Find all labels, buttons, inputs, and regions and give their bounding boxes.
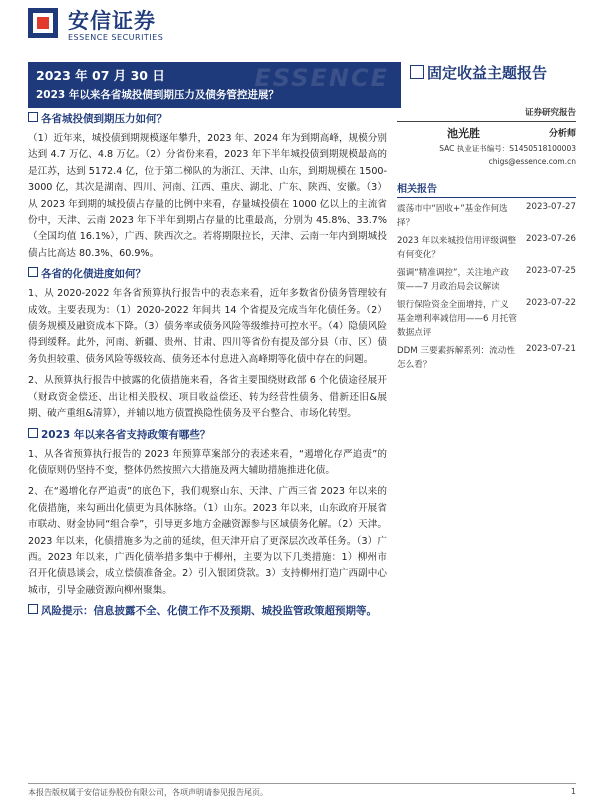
section-heading (28, 112, 387, 126)
related-report-date: 2023-07-26 (526, 234, 576, 244)
report-title: 2023 年以来各省城投债到期压力及债务管控进展？ (36, 89, 279, 101)
paragraph: 2、在“遏增化存严追责”的底色下，我们观察山东、天津、广西三省 2023 年以来的化债措施，来勾画出化债更为具体脉络。（1）山东。2023 年以来，山东政府开展省市联动、财金协同“组合拳”，引导更多地方金融资源参与区域债务化解。（2）天津。2023 年以来，化债措施多为之前的延续，但天津开启了更深层次改革任务。（3）广西。2023 年以来，广西化债举措多集中于柳州，主要为以下几类措施：1）柳州市召开化债恳谈会，成立偿债准备金。2）引入银团贷款。3）支持柳州打造广西副中心城市，引导金融资源向柳州聚集。 (28, 486, 387, 596)
square-bullet-icon (28, 267, 38, 277)
paragraph: （1）近年来，城投债到期规模逐年攀升，2023 年、2024 年为到期高峰，规模分别达到 4.7 万亿、4.8 万亿。（2）分省份来看，2023 年下半年城投债到期规模最高的是江苏，达到 5172.4 亿，位于第二梯队的为浙江、天津、山东，到期规模在 1500-3000 亿，其次是湖南、四川、河南、江西、重庆、湖北、广东、陕西、安徽。（3）从 2023 年到期的城投债占存量的比例中来看，存量城投债在 1000 亿以上的主流省份中，天津、云南 2023 年下半年到期占存量的比重最高，分别为 45.8%、33.7%（全国均值 16.1%），广西、陕西次之。若将期限拉长，天津、云南一年内到期城投债占比高达 80.3%、60.9%。 (28, 133, 387, 259)
divider (397, 121, 576, 122)
paragraph: 1、从各省预算执行报告的 2023 年预算草案部分的表述来看，“遏增化存严追责”的化债原则仍坚持不变，整体仍然按照六大措施及两大辅助措施推进化债。 (28, 448, 387, 476)
related-report-item[interactable] (397, 202, 576, 230)
square-bullet-icon (28, 112, 38, 122)
risk-warning (28, 604, 387, 618)
related-report-date: 2023-07-27 (526, 202, 576, 212)
analyst-row (397, 125, 576, 141)
section-heading-text: 各省城投债到期压力如何？ (41, 113, 167, 125)
section-heading-text: 2023 年以来各省支持政策有哪些？ (41, 428, 211, 441)
logo-text-cn: 安信证券 (68, 9, 156, 33)
related-report-title: DDM 三要素拆解系列：流动性怎么看？ (397, 346, 515, 370)
logo-mark-icon (28, 8, 58, 38)
square-icon (410, 65, 424, 79)
square-bullet-icon (28, 428, 38, 438)
related-report-title: 银行保险资金全面增持，广义基金增利率减信用——6 月托管数据点评 (397, 300, 517, 338)
analyst-email[interactable]: chigs@essence.com.cn (488, 157, 576, 166)
page-number: 1 (570, 787, 576, 796)
analyst-name: 池光胜 (447, 127, 480, 140)
related-report-item[interactable] (397, 234, 576, 262)
related-report-date: 2023-07-25 (526, 266, 576, 276)
logo-text-en: ESSENCE SECURITIES (68, 33, 164, 42)
report-date: 2023 年 07 月 30 日 (36, 68, 165, 83)
banner-watermark: ESSENCE (254, 64, 389, 92)
related-report-date: 2023-07-21 (526, 344, 576, 354)
report-type (410, 62, 576, 84)
related-report-date: 2023-07-22 (526, 298, 576, 308)
section-heading (28, 267, 387, 281)
paragraph: 2、从预算执行报告中披露的化债措施来看，各省主要围绕财政部 6 个化债途径展开（财政资金偿还、出让相关股权、项目收益偿还、转为经营性债务、借新还旧&展期、破产重组&清算），并辅以地方债置换隐性债务及平台整合、市场化转型。 (28, 375, 387, 420)
department-label: 证券研究报告 (524, 108, 576, 118)
footer-disclaimer: 本报告版权属于安信证券股份有限公司，各项声明请参见报告尾页。 (28, 788, 268, 797)
report-banner (28, 62, 401, 108)
related-report-title: 2023 年以来城投信用评级调整有何变化？ (397, 236, 517, 260)
analyst-role: 分析师 (548, 129, 576, 139)
sac-number: SAC 执业证书编号：S1450518100003 (439, 144, 576, 153)
section-heading-text: 各省的化债进度如何？ (41, 268, 146, 281)
related-report-title: 震荡市中“固收+”基金作何选择？ (397, 204, 508, 228)
sidebar (397, 108, 576, 372)
main-content (28, 112, 387, 623)
square-bullet-icon (28, 604, 38, 614)
related-reports-title: 相关报告 (397, 180, 576, 198)
related-report-item[interactable] (397, 266, 576, 294)
risk-warning-text: 风险提示：信息披露不全、化债工作不及预期、城投监管政策超预期等。 (41, 605, 377, 618)
section-heading (28, 428, 387, 442)
related-report-item[interactable] (397, 298, 576, 340)
related-report-title: 强调“精准调控”，关注地产政策——7 月政治局会议解读 (397, 268, 510, 292)
page-footer (28, 783, 576, 798)
company-logo (28, 5, 268, 49)
paragraph: 1、从 2020-2022 年各省预算执行报告中的表态来看，近年多数省份债务管理较有成效。主要表现为：（1）2020-2022 年间共 14 个省提及完成当年化债任务。（2）债务规模及融资成本下降。（3）债务率或债务风险等级维持可控水平。（4）隐债风险得到缓释。此外，河南、新疆、贵州、甘肃、四川等省份有提及部分县（市、区）债务负担较重、债务风险等级较高、债务还本付息进入高峰期等化债中存在的问题。 (28, 288, 387, 365)
report-type-label: 固定收益主题报告 (427, 64, 548, 82)
related-report-item[interactable] (397, 344, 576, 372)
